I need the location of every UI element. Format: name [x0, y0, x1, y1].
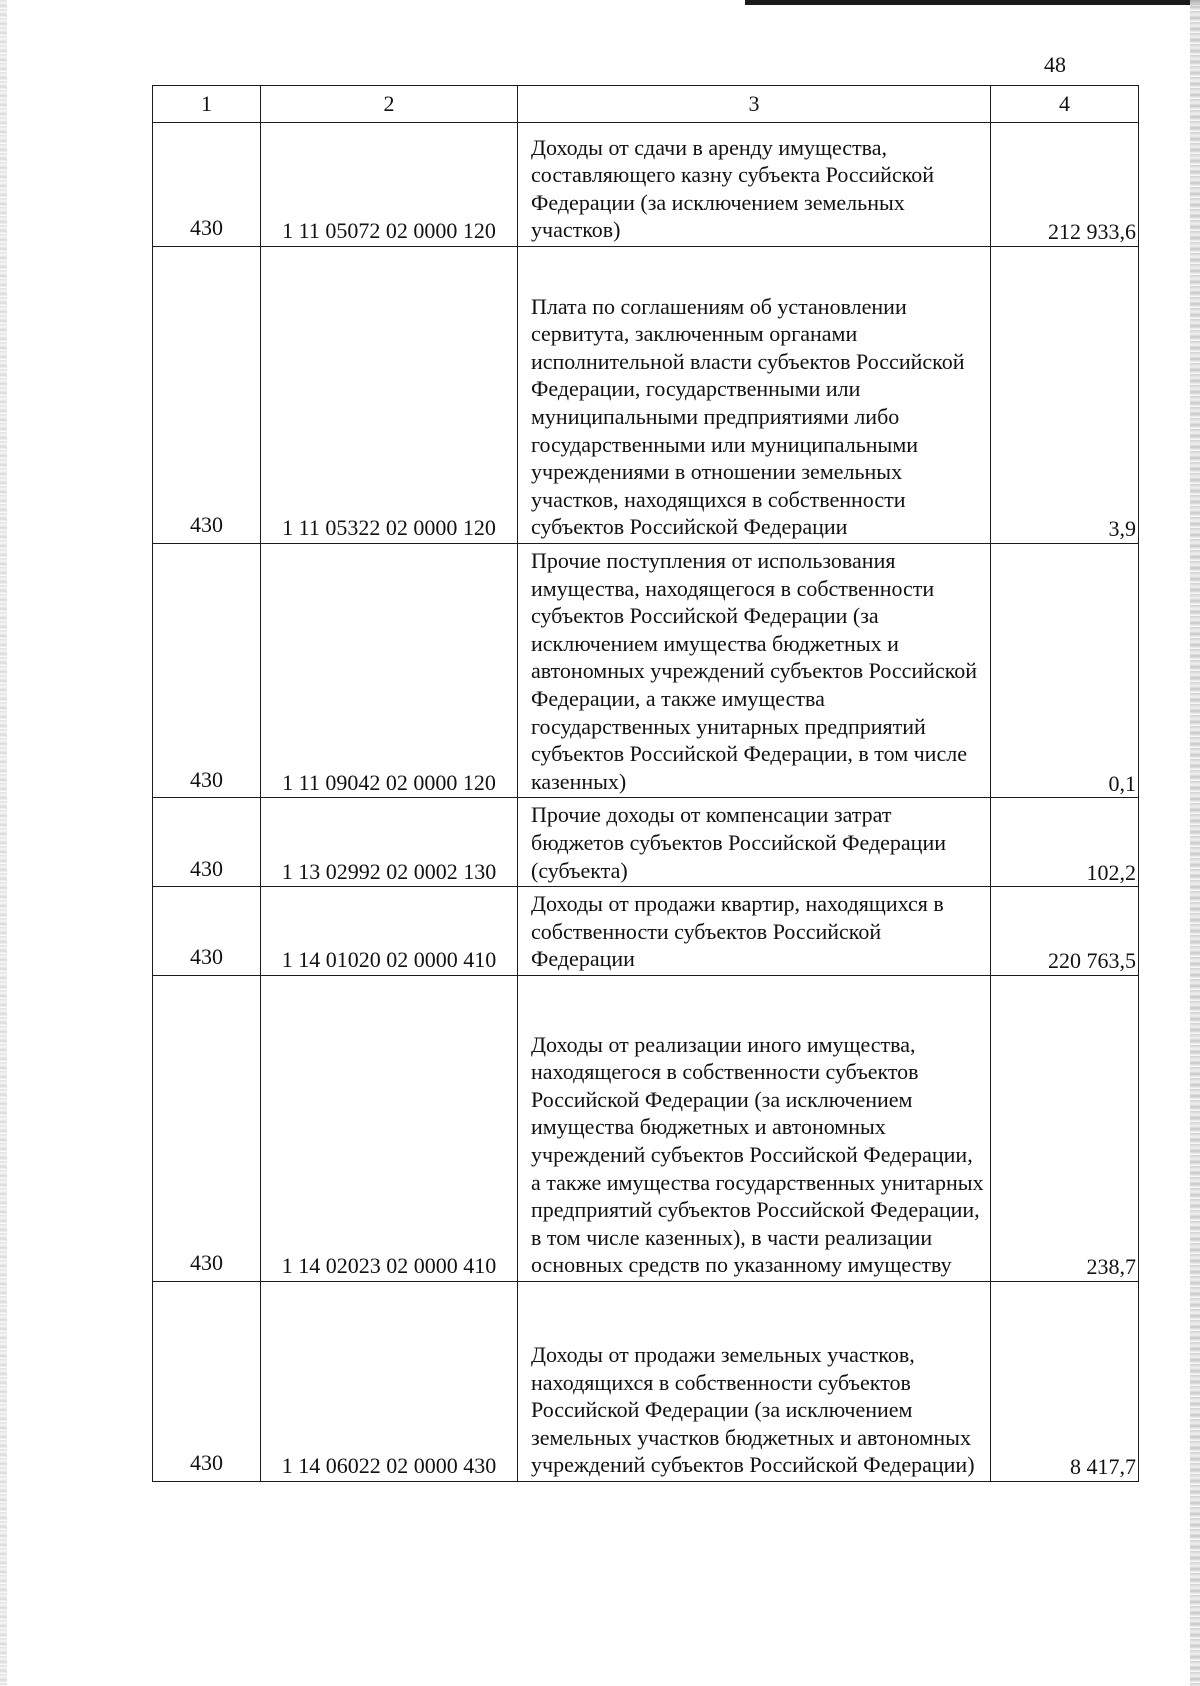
admin-code-cell: 430: [153, 887, 261, 976]
table-row: [153, 1281, 1139, 1481]
table-row: [153, 544, 1139, 798]
revenue-name-cell: Доходы от продажи квартир, находящихся в собственности субъектов Российской Федерации: [518, 887, 991, 976]
revenue-name-cell: Плата по соглашениям об установлении сервитута, заключенным органами исполнительной власти субъектов Российской Федерации, государственными или муниципальными предприятиями либо государственными или муниципальными учреждениями в отношении земельных участков, находящихся в собственности субъектов Российской Федерации: [518, 247, 991, 544]
admin-code-cell: 430: [153, 975, 261, 1281]
table-row: [153, 798, 1139, 887]
admin-code-cell: 430: [153, 544, 261, 798]
page-number: 48: [1044, 52, 1066, 77]
revenue-name-cell: Доходы от реализации иного имущества, находящегося в собственности субъектов Российской Федерации (за исключением имущества бюджетных и автономных учреждений субъектов Российской Федерации, а также имущества государственных унитарных предприятий субъектов Российской Федерации, в том числе казенных), в части реализации основных средств по указанному имуществу: [518, 975, 991, 1281]
revenue-name-cell: Прочие поступления от использования имущества, находящегося в собственности субъектов Российской Федерации (за исключением имущества бюджетных и автономных учреждений субъектов Российской Федерации, а также имущества государственных унитарных предприятий субъектов Российской Федерации, в том числе казенных): [518, 544, 991, 798]
budget-code-cell: 1 14 01020 02 0000 410: [261, 887, 518, 976]
budget-code-cell: 1 11 05322 02 0000 120: [261, 247, 518, 544]
revenue-name-cell: Доходы от продажи земельных участков, находящихся в собственности субъектов Российской Федерации (за исключением земельных участков бюджетных и автономных учреждений субъектов Российской Федерации): [518, 1281, 991, 1481]
table-header-row: [153, 86, 1139, 123]
header-column-2: 2: [261, 86, 518, 123]
admin-code-cell: 430: [153, 123, 261, 247]
table-row: [153, 123, 1139, 247]
admin-code-cell: 430: [153, 1281, 261, 1481]
budget-code-cell: 1 14 02023 02 0000 410: [261, 975, 518, 1281]
amount-cell: 3,9: [991, 247, 1139, 544]
header-column-4: 4: [991, 86, 1139, 123]
header-column-3: 3: [518, 86, 991, 123]
amount-cell: 220 763,5: [991, 887, 1139, 976]
budget-code-cell: 1 11 09042 02 0000 120: [261, 544, 518, 798]
amount-cell: 102,2: [991, 798, 1139, 887]
budget-code-cell: 1 14 06022 02 0000 430: [261, 1281, 518, 1481]
admin-code-cell: 430: [153, 247, 261, 544]
revenue-name-cell: Прочие доходы от компенсации затрат бюджетов субъектов Российской Федерации (субъекта): [518, 798, 991, 887]
table-row: [153, 247, 1139, 544]
amount-cell: 212 933,6: [991, 123, 1139, 247]
revenue-table: [152, 85, 1139, 1482]
table-row: [153, 975, 1139, 1281]
budget-code-cell: 1 11 05072 02 0000 120: [261, 123, 518, 247]
admin-code-cell: 430: [153, 798, 261, 887]
amount-cell: 0,1: [991, 544, 1139, 798]
amount-cell: 238,7: [991, 975, 1139, 1281]
revenue-name-cell: Доходы от сдачи в аренду имущества, составляющего казну субъекта Российской Федерации (за исключением земельных участков): [518, 123, 991, 247]
table-row: [153, 887, 1139, 976]
scan-top-edge: [745, 0, 1200, 5]
budget-code-cell: 1 13 02992 02 0002 130: [261, 798, 518, 887]
scan-right-edge: [1190, 0, 1200, 1686]
amount-cell: 8 417,7: [991, 1281, 1139, 1481]
scan-left-edge: [0, 0, 7, 1686]
header-column-1: 1: [153, 86, 261, 123]
